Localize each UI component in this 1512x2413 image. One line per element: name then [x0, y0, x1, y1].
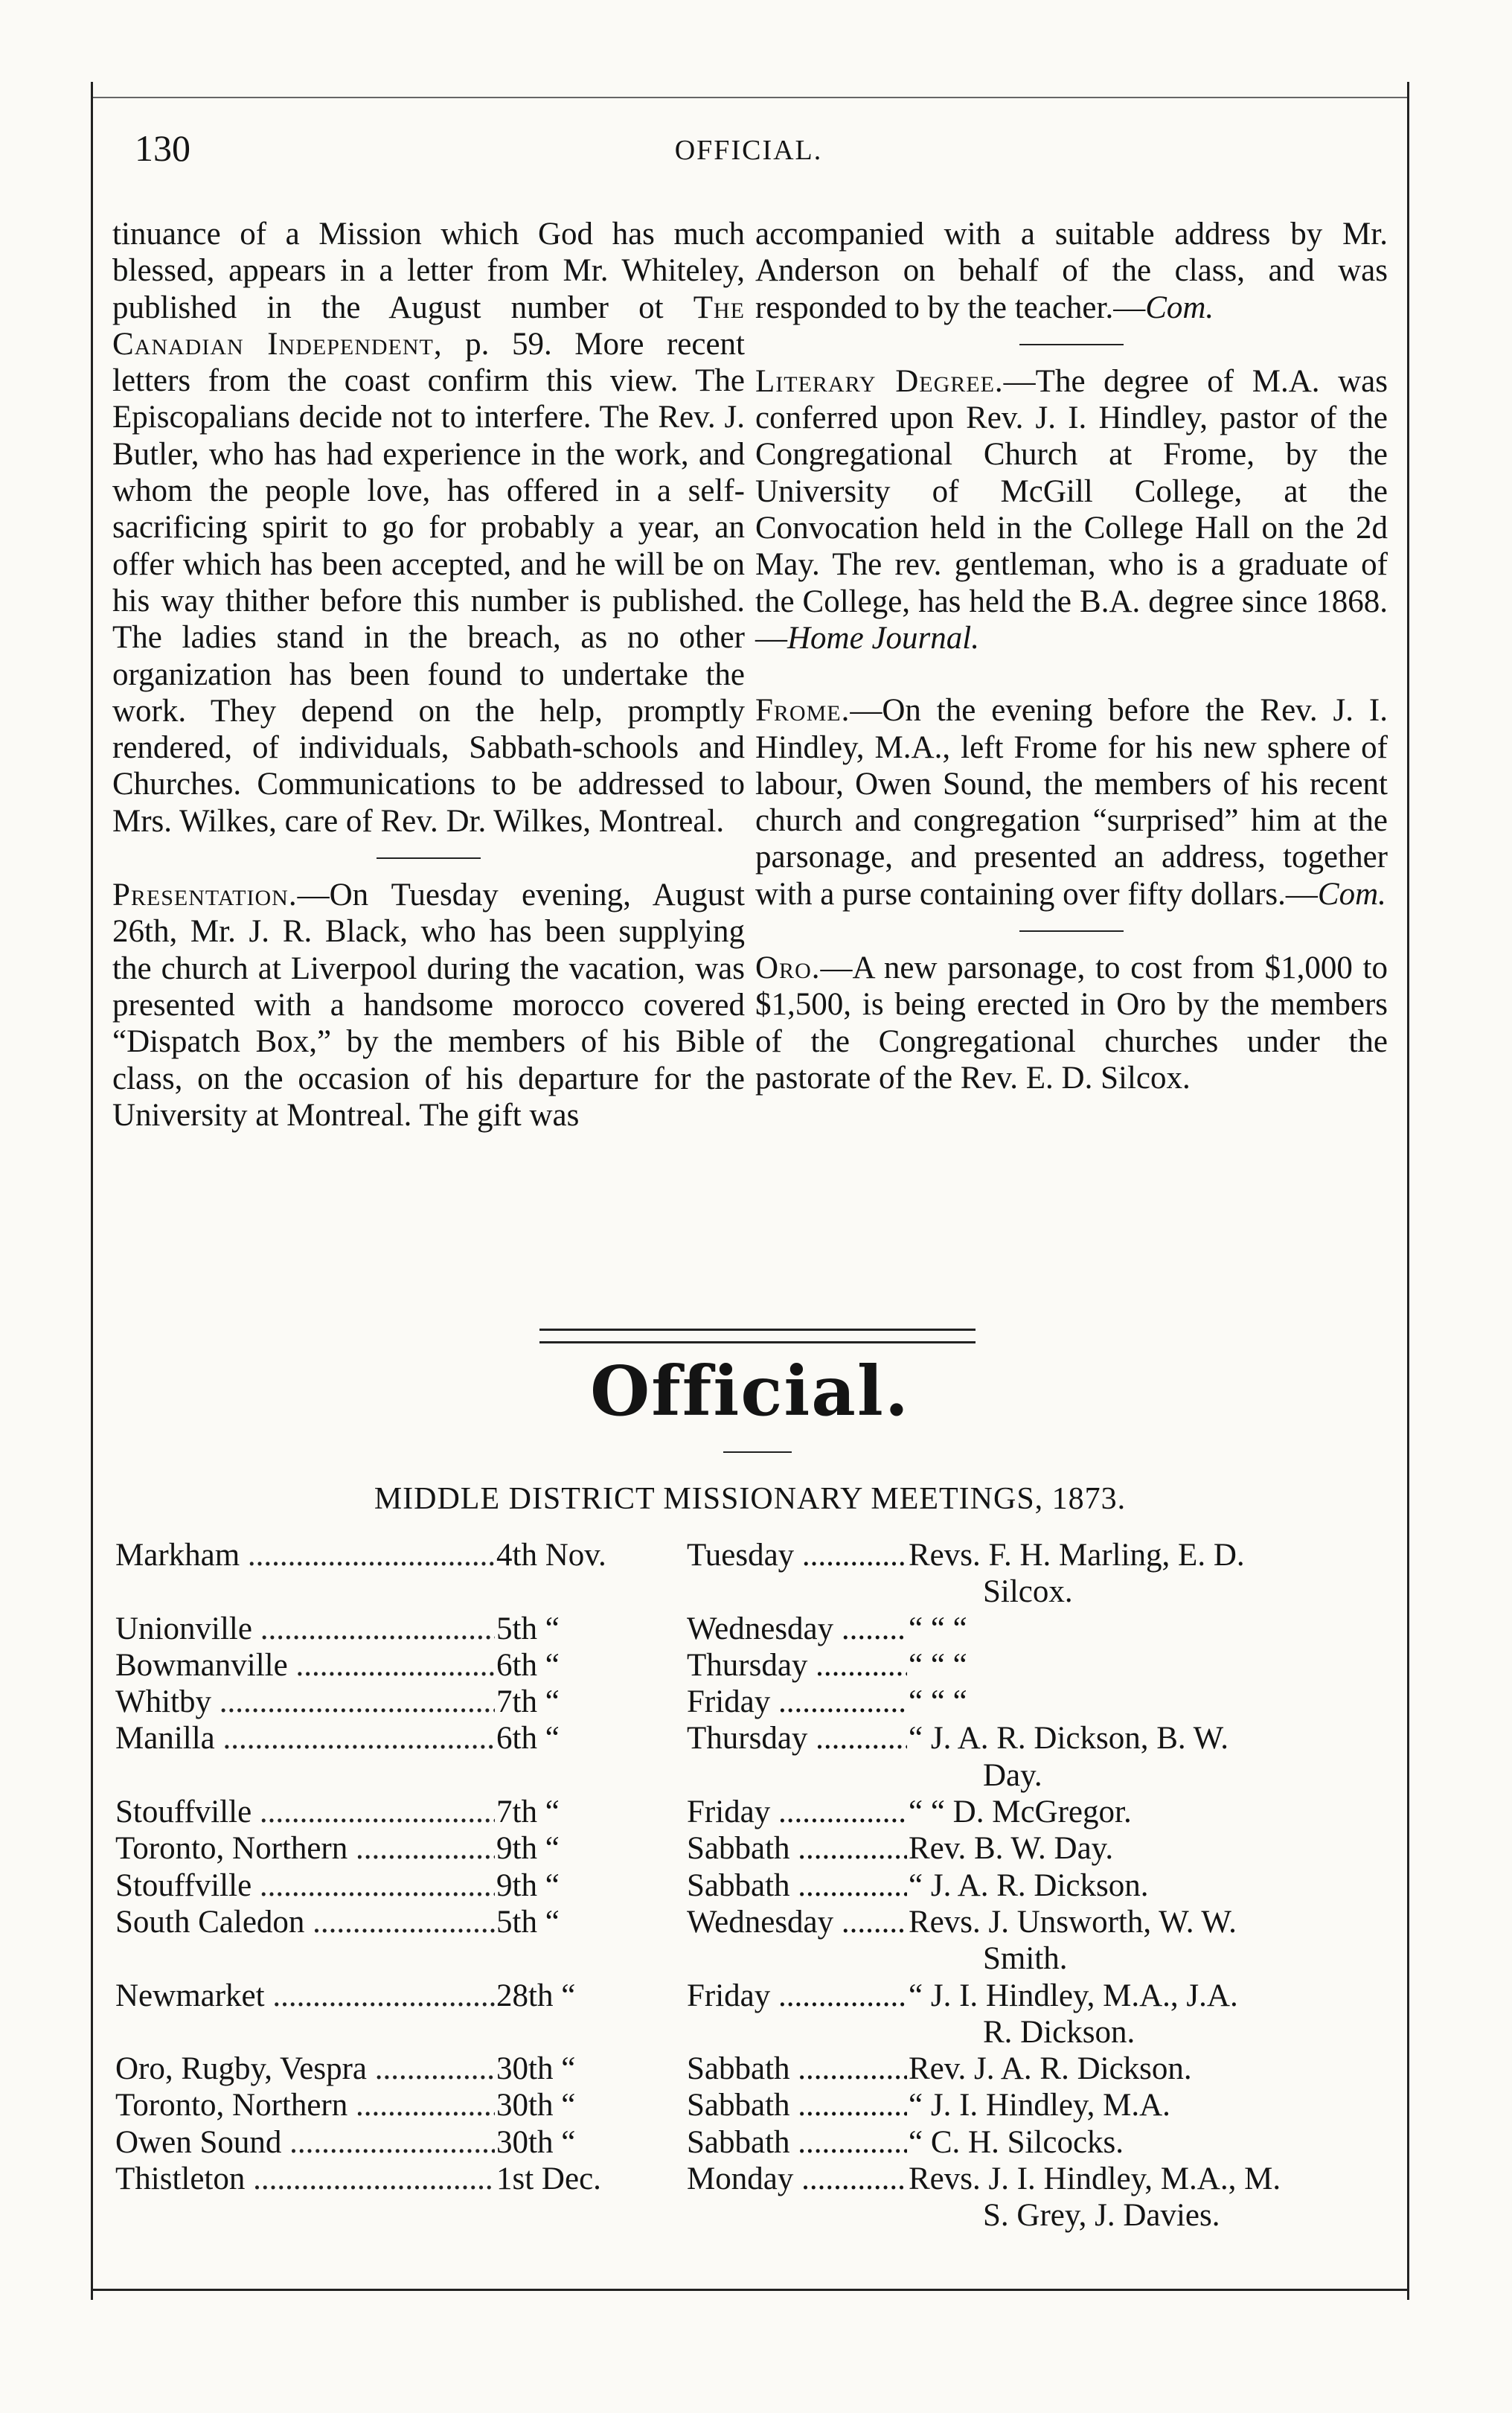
meeting-ministers: “ J. I. Hindley, M.A., J.A. R. Dickson.	[909, 1978, 1385, 2051]
meeting-ministers: “ J. I. Hindley, M.A.	[909, 2087, 1385, 2123]
oro-paragraph: Oro.—A new parsonage, to cost from $1,000 to $1,500, is being erected in Oro by the members of the Congregational churches under the pastorate of the Rev. E. D. Silcox.	[755, 950, 1388, 1096]
presentation-heading: Presentation.	[112, 878, 298, 913]
meeting-ministers: Revs. J. I. Hindley, M.A., M. S. Grey, J. Davies.	[909, 2161, 1385, 2234]
meeting-day: Tuesday .....	[687, 1537, 907, 1573]
running-title: OFFICIAL.	[674, 135, 823, 166]
literary-degree-heading: Literary Degree.	[755, 363, 1004, 399]
meeting-day: Friday .....	[687, 1684, 907, 1720]
divider	[377, 857, 481, 859]
meeting-day: Friday .....	[687, 1978, 907, 2014]
divider	[1019, 344, 1124, 345]
schedule-row	[115, 2124, 1395, 2161]
frome-heading: Frome.	[755, 693, 850, 729]
meeting-place: Bowmanville .....	[115, 1647, 495, 1684]
meeting-date: 6th “	[496, 1720, 629, 1757]
section-heading: MIDDLE DISTRICT MISSIONARY MEETINGS, 1873.	[374, 1482, 1127, 1516]
meeting-place: Markham .....	[115, 1537, 495, 1573]
schedule-row	[115, 1794, 1395, 1830]
meeting-day: Sabbath .....	[687, 2124, 907, 2161]
meeting-date: 30th “	[496, 2051, 629, 2087]
meeting-place: Unionville .....	[115, 1611, 495, 1647]
meeting-day: Sabbath .....	[687, 1867, 907, 1904]
meeting-place: Owen Sound .....	[115, 2124, 495, 2161]
meeting-date: 9th “	[496, 1867, 629, 1904]
section-double-rule	[539, 1329, 976, 1343]
meeting-day: Sabbath .....	[687, 2087, 907, 2123]
schedule-row	[115, 1720, 1395, 1794]
meeting-date: 5th “	[496, 1611, 629, 1647]
meeting-day: Sabbath .....	[687, 1830, 907, 1867]
meeting-date: 30th “	[496, 2087, 629, 2123]
meeting-date: 9th “	[496, 1830, 629, 1867]
meetings-schedule	[115, 1537, 1395, 2234]
bottom-border-rule	[93, 2289, 1407, 2291]
schedule-row	[115, 2087, 1395, 2123]
frome-paragraph: Frome.—On the evening before the Rev. J. I. Hindley, M.A., left Frome for his new sphere of labour, Owen Sound, the members of his recent church and congregation “surprised” him at the parsonage, and presented an address, together with a purse containing over fifty dollars.—Com.	[755, 693, 1388, 912]
page-number: 130	[135, 127, 190, 169]
journal-name: The Canadian Independent,	[112, 290, 745, 362]
schedule-row	[115, 1647, 1395, 1684]
meeting-date: 7th “	[496, 1684, 629, 1720]
meeting-ministers-continued: Day.	[983, 1757, 1042, 1793]
running-head	[135, 127, 1362, 186]
meeting-date: 30th “	[496, 2124, 629, 2161]
schedule-row	[115, 1867, 1395, 1904]
meeting-day: Thursday .....	[687, 1720, 907, 1757]
top-border-rule	[93, 97, 1407, 98]
page	[91, 82, 1409, 2300]
meeting-ministers-continued: Silcox.	[983, 1574, 1073, 1610]
meeting-date: 4th Nov.	[496, 1537, 629, 1573]
schedule-row	[115, 2051, 1395, 2087]
oro-heading: Oro.	[755, 950, 821, 986]
meeting-day: Friday .....	[687, 1794, 907, 1830]
meeting-ministers-continued: Smith.	[983, 1941, 1068, 1977]
meeting-date: 1st Dec.	[496, 2161, 629, 2197]
meeting-place: Toronto, Northern .....	[115, 2087, 495, 2123]
meeting-place: Stouffville .....	[115, 1794, 495, 1830]
meeting-date: 28th “	[496, 1978, 629, 2014]
meeting-day: Wednesday .....	[687, 1611, 907, 1647]
schedule-row	[115, 1537, 1395, 1611]
meeting-place: Whitby .....	[115, 1684, 495, 1720]
meeting-ministers: Revs. F. H. Marling, E. D. Silcox.	[909, 1537, 1385, 1611]
meeting-ministers: “ J. A. R. Dickson.	[909, 1867, 1385, 1904]
schedule-row	[115, 1830, 1395, 1867]
official-title: Official.	[590, 1351, 910, 1431]
meeting-date: 5th “	[496, 1904, 629, 1940]
schedule-row	[115, 1684, 1395, 1720]
schedule-row	[115, 1904, 1395, 1978]
meeting-place: Newmarket .....	[115, 1978, 495, 2014]
meeting-ministers: Rev. J. A. R. Dickson.	[909, 2051, 1385, 2087]
right-column	[755, 216, 1388, 1096]
meeting-day: Monday .....	[687, 2161, 907, 2197]
mission-paragraph: tinuance of a Mission which God has much blessed, appears in a letter from Mr. Whiteley, published in the August number ot The Canadian Independent, p. 59. More recent letters from the coast confirm this view. The Episcopalians decide not to interfere. The Rev. J. Butler, who has had experience in the work, and whom the people love, has offered in a self-sacrificing spirit to go for probably a year, an offer which has been accepted, and he will be on his way thither before this number is published. The ladies stand in the breach, as no other organization has been found to undertake the work. They depend on the help, promptly rendered, of individuals, Sabbath-schools and Churches. Communications to be addressed to Mrs. Wilkes, care of Rev. Dr. Wilkes, Montreal.	[112, 217, 745, 839]
presentation-continued: accompanied with a suitable address by Mr. Anderson on behalf of the class, and was responded to by the teacher.—Com.	[755, 217, 1388, 325]
meeting-place: Manilla .....	[115, 1720, 495, 1757]
title-rule	[723, 1451, 792, 1453]
meeting-ministers-continued: R. Dickson.	[983, 2014, 1135, 2050]
meeting-ministers: Revs. J. Unsworth, W. W. Smith.	[909, 1904, 1385, 1978]
meeting-place: Toronto, Northern .....	[115, 1830, 495, 1867]
meeting-ministers: “ “ “	[909, 1611, 1385, 1647]
meeting-day: Wednesday .....	[687, 1904, 907, 1940]
meeting-place: Thistleton .....	[115, 2161, 495, 2197]
meeting-ministers: “ “ “	[909, 1647, 1385, 1684]
schedule-row	[115, 1611, 1395, 1647]
meeting-ministers: “ “ “	[909, 1684, 1385, 1720]
presentation-paragraph: Presentation.—On Tuesday evening, August 26th, Mr. J. R. Black, who has been supplying the church at Liverpool during the vacation, was presented with a handsome morocco covered “Dispatch Box,” by the members of his Bible class, on the occasion of his departure for the University at Montreal. The gift was	[112, 878, 745, 1133]
left-column	[112, 216, 745, 1134]
meeting-ministers: “ C. H. Silcocks.	[909, 2124, 1385, 2161]
meeting-place: Stouffville .....	[115, 1867, 495, 1904]
meeting-ministers: Rev. B. W. Day.	[909, 1830, 1385, 1867]
meeting-place: South Caledon .....	[115, 1904, 495, 1940]
divider	[1019, 930, 1124, 932]
meeting-ministers: “ J. A. R. Dickson, B. W. Day.	[909, 1720, 1385, 1794]
meeting-date: 7th “	[496, 1794, 629, 1830]
schedule-row	[115, 1978, 1395, 2051]
literary-degree-paragraph: Literary Degree.—The degree of M.A. was conferred upon Rev. J. I. Hindley, pastor of the Congregational Church at Frome, by the University of McGill College, at the Convocation held in the College Hall on the 2d May. The rev. gentleman, who is a graduate of the College, has held the B.A. degree since 1868.—Home Journal.	[755, 363, 1388, 656]
schedule-row	[115, 2161, 1395, 2234]
meeting-day: Thursday .....	[687, 1647, 907, 1684]
meeting-date: 6th “	[496, 1647, 629, 1684]
meeting-day: Sabbath .....	[687, 2051, 907, 2087]
meeting-ministers-continued: S. Grey, J. Davies.	[983, 2198, 1220, 2234]
meeting-ministers: “ “ D. McGregor.	[909, 1794, 1385, 1830]
meeting-place: Oro, Rugby, Vespra .....	[115, 2051, 495, 2087]
